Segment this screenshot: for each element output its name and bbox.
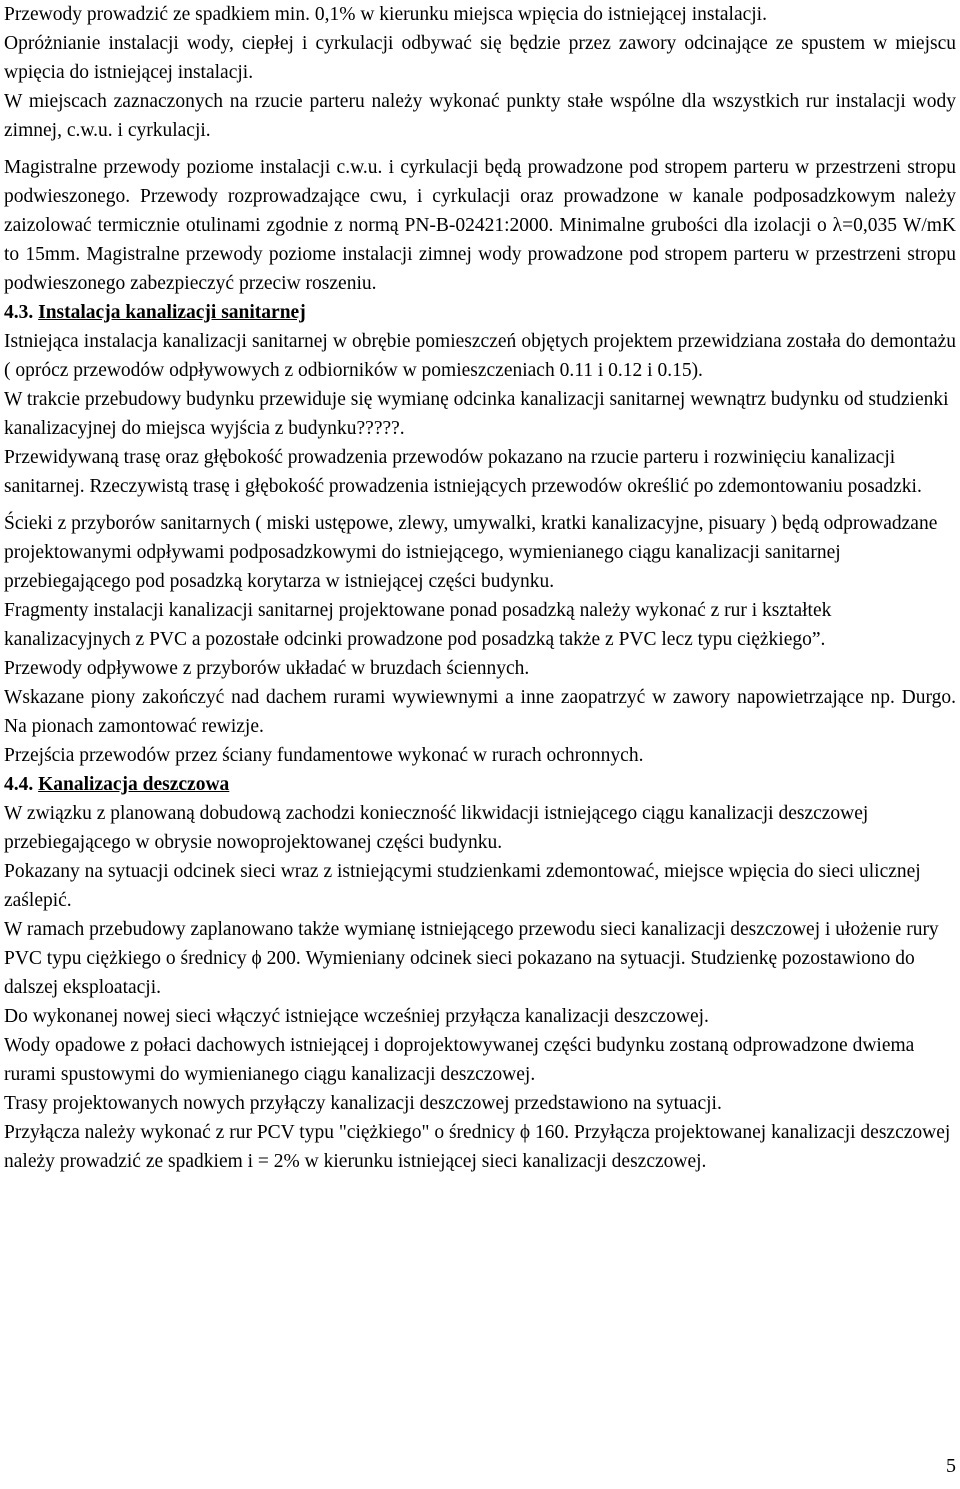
section-number: 4.4. <box>4 774 34 795</box>
paragraph-connections: Do wykonanej nowej sieci włączyć istniejące wcześniej przyłącza kanalizacji deszczowej. <box>4 1006 709 1027</box>
section-heading-sanitary <box>4 298 956 327</box>
paragraph-foundation-passages: Przejścia przewodów przez ściany fundamentowe wykonać w rurach ochronnych. <box>4 745 644 766</box>
paragraph-wall-grooves: Przewody odpływowe z przyborów układać w bruzdach ściennych. <box>4 658 530 679</box>
paragraph-roof-water: Wody opadowe z połaci dachowych istniejącej i doprojektowywanej części budynku zostaną odprowadzone dwiema rurami spustowymi do wymienianego ciągu kanalizacji deszczowej. <box>4 1035 915 1085</box>
paragraph-replacement: W trakcie przebudowy budynku przewiduje się wymianę odcinka kanalizacji sanitarnej wewnątrz budynku od studzienki kanalizacyjnej do miejsca wyjścia z budynku?????. <box>4 389 949 439</box>
paragraph-main-pipes: Magistralne przewody poziome instalacji c.w.u. i cyrkulacji będą prowadzone pod stropem parteru w przestrzeni stropu podwieszonego. Przewody rozprowadzające cwu, i cyrkulacji oraz prowadzone w kanale podposadzkowym należy zaizolować termicznie otulinami zgodnie z normą PN-B-02421:2000. Minimalne grubości dla izolacji o λ=0,035 W/mK to 15mm. Magistralne przewody poziome instalacji zimnej wody prowadzone pod stropem parteru w przestrzeni stropu podwieszonego zabezpieczyć przeciw roszeniu. <box>4 157 956 294</box>
paragraph-slope: Przewody prowadzić ze spadkiem min. 0,1% w kierunku miejsca wpięcia do istniejącej instalacji. <box>4 4 767 25</box>
paragraph-dismantle: Pokazany na sytuacji odcinek sieci wraz z istniejącymi studzienkami zdemontować, miejsce wpięcia do sieci ulicznej zaślepić. <box>4 861 921 911</box>
paragraph-pipe-replacement: W ramach przebudowy zaplanowano także wymianę istniejącego przewodu sieci kanalizacji deszczowej i ułożenie rury PVC typu ciężkiego o średnicy ϕ 200. Wymieniany odcinek sieci pokazano na sytuacji. Studzienkę pozostawiono do dalszej eksploatacji. <box>4 919 939 998</box>
document-page <box>4 0 956 1176</box>
paragraph-routes: Trasy projektowanych nowych przyłączy kanalizacji deszczowej przedstawiono na sytuacji. <box>4 1093 722 1114</box>
section-title: Instalacja kanalizacji sanitarnej <box>38 302 306 323</box>
section-heading-rainwater <box>4 770 956 799</box>
page-number: 5 <box>946 1455 956 1477</box>
paragraph-connection-pipes: Przyłącza należy wykonać z rur PCV typu "ciężkiego" o średnicy ϕ 160. Przyłącza projektowanej kanalizacji deszczowej należy prowadzić ze spadkiem i = 2% w kierunku istniejącej sieci kanalizacji deszczowej. <box>4 1122 951 1172</box>
paragraph-existing-sanitary: Istniejąca instalacja kanalizacji sanitarnej w obrębie pomieszczeń objętych projektem przewidziana została do demontażu ( oprócz przewodów odpływowych z odbiorników w pomieszczeniach 0.11 i 0.12 i 0.15). <box>4 331 956 381</box>
section-title: Kanalizacja deszczowa <box>38 774 230 795</box>
paragraph-risers: Wskazane piony zakończyć nad dachem rurami wywiewnymi a inne zaopatrzyć w zawory napowietrzające np. Durgo. Na pionach zamontować rewizje. <box>4 687 956 737</box>
paragraph-liquidation: W związku z planowaną dobudową zachodzi konieczność likwidacji istniejącego ciągu kanalizacji deszczowej przebiegającego w obrysie nowoprojektowanej części budynku. <box>4 803 869 853</box>
paragraph-waste-water: Ścieki z przyborów sanitarnych ( miski ustępowe, zlewy, umywalki, kratki kanalizacyjne, pisuary ) będą odprowadzane projektowanymi odpływami podposadzkowymi do istniejącego, wymienianego ciągu kanalizacji sanitarnej przebiegającego pod posadzką korytarza w istniejącej części budynku. <box>4 513 938 592</box>
paragraph-route-depth: Przewidywaną trasę oraz głębokość prowadzenia przewodów pokazano na rzucie parteru i rozwinięciu kanalizacji sanitarnej. Rzeczywistą trasę i głębokość prowadzenia istniejących przewodów określić po zdemontowaniu posadzki. <box>4 447 922 497</box>
paragraph-draining: Opróżnianie instalacji wody, ciepłej i cyrkulacji odbywać się będzie przez zawory odcinające ze spustem w miejscu wpięcia do istniejącej instalacji. <box>4 33 956 83</box>
section-number: 4.3. <box>4 302 34 323</box>
paragraph-pvc-fragments: Fragmenty instalacji kanalizacji sanitarnej projektowane ponad posadzką należy wykonać z rur i kształtek kanalizacyjnych z PVC a pozostałe odcinki prowadzone pod posadzką także z PVC lecz typu ciężkiego”. <box>4 600 832 650</box>
paragraph-fixed-points: W miejscach zaznaczonych na rzucie parteru należy wykonać punkty stałe wspólne dla wszystkich rur instalacji wody zimnej, c.w.u. i cyrkulacji. <box>4 91 956 141</box>
